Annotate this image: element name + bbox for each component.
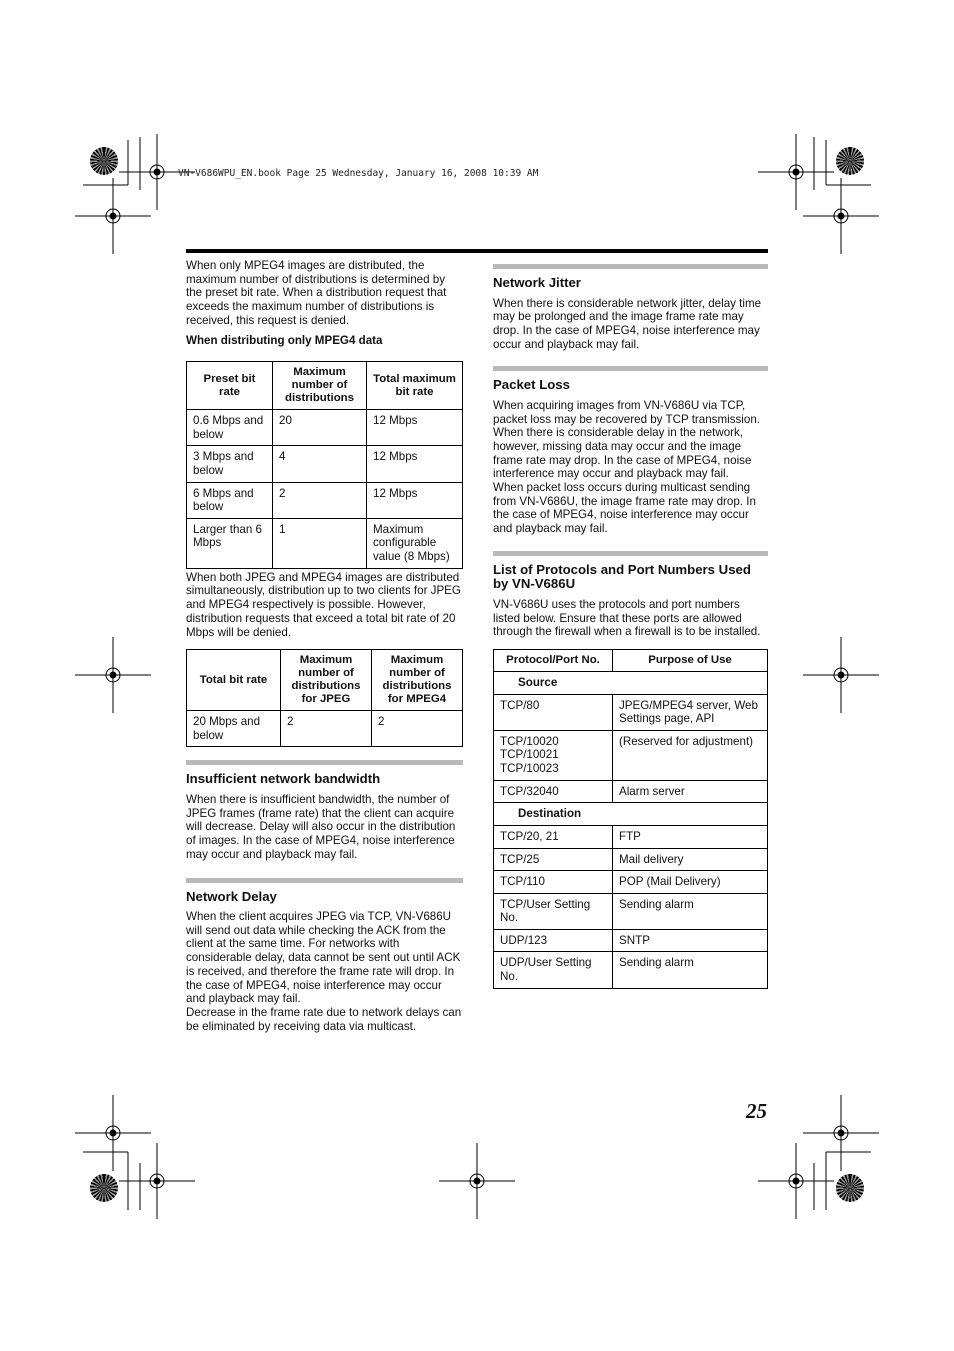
- crosshair-registration-mark-icon: [803, 1095, 879, 1171]
- protocol-port-table: [493, 649, 768, 989]
- table-group-row: [494, 803, 768, 826]
- table-row: [494, 694, 768, 730]
- table-row: [494, 893, 768, 929]
- table-cell: SNTP: [613, 929, 768, 952]
- table-header: Total bit rate: [187, 650, 281, 711]
- crosshair-registration-mark-icon: [803, 637, 879, 713]
- table-cell: 3 Mbps and below: [187, 446, 273, 482]
- table-row: [187, 446, 463, 482]
- crosshair-registration-mark-icon: [758, 1143, 834, 1219]
- table-cell: 2: [372, 711, 463, 747]
- table-header: Total maximum bit rate: [367, 362, 463, 410]
- table-cell: TCP/10020 TCP/10021 TCP/10023: [494, 730, 613, 780]
- delay-paragraph-2: Decrease in the frame rate due to network delays can be eliminated by receiving data via multicast.: [186, 1005, 462, 1033]
- table-cell: Maximum configurable value (8 Mbps): [367, 518, 463, 568]
- intro-paragraph: When only MPEG4 images are distributed, the maximum number of distributions is determined by the preset bit rate. When a distribution request that exceeds the maximum number of distributions is received, this request is denied.: [186, 259, 447, 327]
- table-row: [494, 848, 768, 871]
- section-divider: [493, 366, 768, 371]
- table-row: [494, 730, 768, 780]
- page-number: 25: [746, 1099, 767, 1123]
- table1-caption: When distributing only MPEG4 data: [186, 333, 383, 347]
- table-cell: (Reserved for adjustment): [613, 730, 768, 780]
- section-title-insufficient: Insufficient network bandwidth: [186, 771, 381, 787]
- table-cell: 2: [281, 711, 372, 747]
- crosshair-registration-mark-icon: [119, 1143, 195, 1219]
- table-row: [187, 410, 463, 446]
- section-title-protocols: List of Protocols and Port Numbers Used by VN-V686U: [493, 561, 751, 592]
- table-cell: TCP/User Setting No.: [494, 893, 613, 929]
- left-column: [186, 259, 463, 1033]
- table-cell: 20: [273, 410, 367, 446]
- group-label-destination: Destination: [494, 803, 768, 826]
- jitter-paragraph: When there is considerable network jitter, delay time may be prolonged and the image frame rate may drop. In the case of MPEG4, noise interference may occur and playback may fail.: [493, 296, 762, 351]
- table-cell: JPEG/MPEG4 server, Web Settings page, API: [613, 694, 768, 730]
- loss-paragraph: When acquiring images from VN-V686U via TCP, packet loss may be recovered by TCP transmission. When there is considerable delay in the network, however, missing data may occur and the image frame rate may drop. In the case of MPEG4, noise interference may occur and playback may fail.: [493, 398, 760, 481]
- table-cell: 12 Mbps: [367, 410, 463, 446]
- table-row: [187, 518, 463, 568]
- table-header: Maximum number of distributions: [273, 362, 367, 410]
- section-divider: [493, 551, 768, 556]
- table-row: [494, 780, 768, 803]
- table-cell: TCP/80: [494, 694, 613, 730]
- table-cell: TCP/25: [494, 848, 613, 871]
- table-cell: 12 Mbps: [367, 482, 463, 518]
- table-group-row: [494, 671, 768, 694]
- table-cell: 6 Mbps and below: [187, 482, 273, 518]
- mpeg4-distribution-table: [186, 361, 463, 569]
- top-rule: [186, 249, 768, 253]
- combined-distribution-table: [186, 649, 463, 747]
- table-cell: TCP/20, 21: [494, 825, 613, 848]
- table-cell: 0.6 Mbps and below: [187, 410, 273, 446]
- table-cell: Mail delivery: [613, 848, 768, 871]
- table-cell: 2: [273, 482, 367, 518]
- section-divider: [186, 878, 463, 883]
- delay-paragraph: When the client acquires JPEG via TCP, VN-V686U will send out data while checking the ACK from the client at the same time. For networks with considerable delay, data cannot be sent out until ACK is received, and therefore the frame rate will drop. In the case of MPEG4, noise interference may occur and playback may fail.: [186, 910, 461, 1006]
- insufficient-paragraph: When there is insufficient bandwidth, the number of JPEG frames (frame rate) that the client can acquire will decrease. Delay will also occur in the distribution of images. In the case of MPEG4, noise interference may occur and playback may fail.: [186, 792, 456, 861]
- table-cell: 1: [273, 518, 367, 568]
- table-cell: Alarm server: [613, 780, 768, 803]
- section-title-packet-loss: Packet Loss: [493, 377, 570, 393]
- file-info-header: VN-V686WPU_EN.book Page 25 Wednesday, January 16, 2008 10:39 AM: [178, 168, 539, 179]
- table-row: [494, 952, 768, 988]
- crosshair-registration-mark-icon: [439, 1143, 515, 1219]
- table-cell: TCP/110: [494, 871, 613, 894]
- table-cell: POP (Mail Delivery): [613, 871, 768, 894]
- loss-paragraph-2: When packet loss occurs during multicast sending from VN-V686U, the image frame rate may drop. In the case of MPEG4, noise interference may occur and playback may fail.: [493, 481, 756, 536]
- crosshair-registration-mark-icon: [75, 1095, 151, 1171]
- table-cell: 4: [273, 446, 367, 482]
- table-header: Preset bit rate: [187, 362, 273, 410]
- both-streams-paragraph: When both JPEG and MPEG4 images are distributed simultaneously, distribution up to two clients for JPEG and MPEG4 respectively is possible. However, distribution requests that exceed a total bit rate of 20 Mbps will be denied.: [186, 570, 461, 639]
- table-row: [494, 871, 768, 894]
- table-cell: 12 Mbps: [367, 446, 463, 482]
- crosshair-registration-mark-icon: [758, 134, 834, 210]
- table-header: Maximum number of distributions for JPEG: [281, 650, 372, 711]
- section-title-delay: Network Delay: [186, 888, 277, 904]
- table-cell: TCP/32040: [494, 780, 613, 803]
- protocols-paragraph: VN-V686U uses the protocols and port numbers listed below. Ensure that these ports are allowed through the firewall when a firewall is to be installed.: [493, 597, 761, 639]
- section-title-jitter: Network Jitter: [493, 275, 581, 290]
- table-row: [494, 929, 768, 952]
- table-header: Maximum number of distributions for MPEG4: [372, 650, 463, 711]
- table-cell: FTP: [613, 825, 768, 848]
- table-cell: UDP/User Setting No.: [494, 952, 613, 988]
- table-row: [187, 711, 463, 747]
- table-row: [187, 482, 463, 518]
- group-label-source: Source: [494, 671, 768, 694]
- table-header: Protocol/Port No.: [494, 649, 613, 671]
- table-cell: UDP/123: [494, 929, 613, 952]
- crosshair-registration-mark-icon: [75, 637, 151, 713]
- table-row: [494, 825, 768, 848]
- right-column: [493, 264, 768, 989]
- table-cell: Larger than 6 Mbps: [187, 518, 273, 568]
- table-cell: 20 Mbps and below: [187, 711, 281, 747]
- crosshair-registration-mark-icon: [75, 178, 151, 254]
- table-header: Purpose of Use: [613, 649, 768, 671]
- section-divider: [186, 760, 463, 765]
- crosshair-registration-mark-icon: [803, 178, 879, 254]
- section-divider: [493, 264, 768, 269]
- table-cell: Sending alarm: [613, 893, 768, 929]
- table-cell: Sending alarm: [613, 952, 768, 988]
